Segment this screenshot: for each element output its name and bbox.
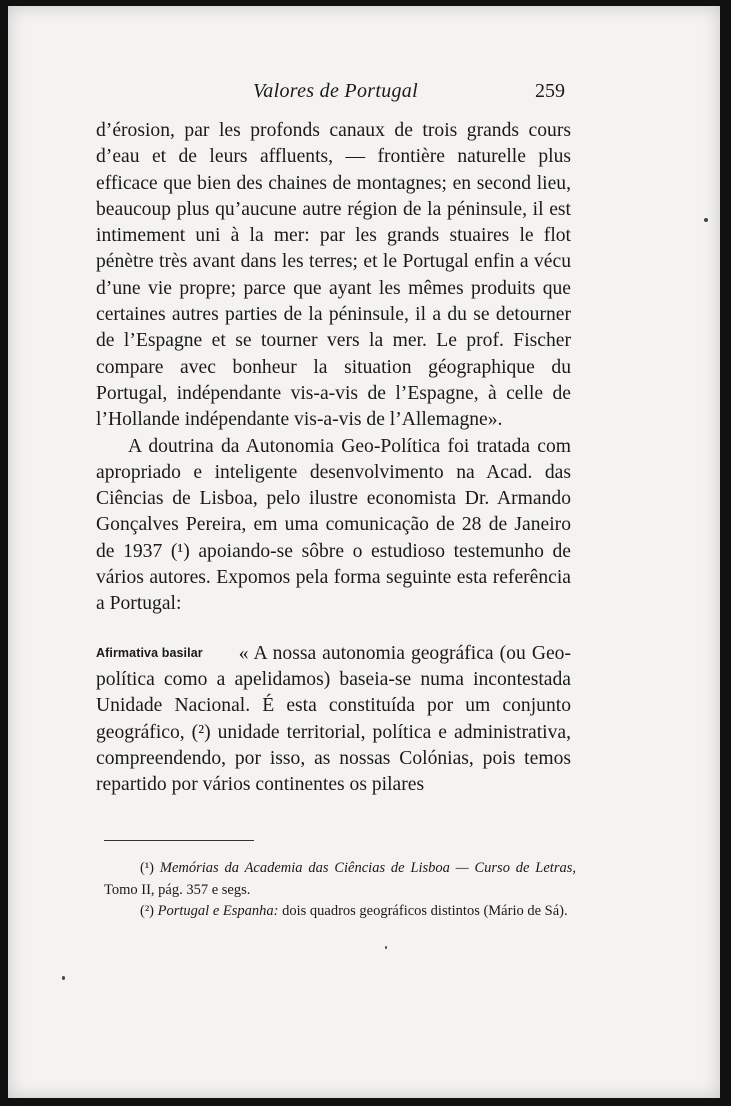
footnote-2-mark: (²) — [140, 903, 155, 919]
footnote-1-title: Memórias da Academia das Ciências de Lisboa — Curso de Letras, — [159, 860, 576, 876]
book-page — [8, 6, 720, 1098]
footnotes — [104, 858, 576, 923]
paragraph-1: d’érosion, par les profonds canaux de trois grands cours d’eau et de leurs affluents, — frontière naturelle plus efficace que bien des chaines de montagnes; en second lieu, beaucoup plus qu’aucune autre région de la péninsule, il est intimement uni à la mer: par les grands stuaires le flot pénètre très avant dans les terres; et le Portugal enfin a vécu d’une vie propre; parce que ayant les mêmes produits que certaines autres parties de la péninsule, il a du se detourner de l’Espagne et se tourner vers la mer. Le prof. Fischer compare avec bonheur la situation géographique du Portugal, indépendante vis-a-vis de l’Espagne, à celle de l’Hollande indépendante vis-a-vis de l’Allemagne». — [96, 120, 571, 431]
body-text — [96, 118, 571, 798]
paragraph-3-block — [96, 640, 571, 799]
footnote-rule — [104, 840, 254, 841]
side-label: Afirmativa basilar — [96, 645, 203, 660]
page-header — [8, 76, 720, 106]
paragraph-3: « A nossa autonomia geográfica (ou Geo-política como a apelidamos) baseia-se numa incontestada Unidade Nacional. É esta constituída por um conjunto geográfico, (²) unidade territorial, política e administrativa, compreendendo, por isso, as nossas Colónias, pois temos repartido por vários continentes os pilares — [96, 642, 571, 796]
footnote-1-ref: Tomo II, pág. 357 e segs. — [104, 881, 251, 898]
scan-speck — [385, 946, 387, 949]
page-number: 259 — [535, 80, 565, 102]
footnote-2-title: Portugal e Espanha: — [157, 903, 279, 919]
footnote-1-mark: (¹) — [140, 860, 155, 876]
scan-speck — [704, 218, 708, 222]
running-title: Valores de Portugal — [253, 80, 418, 102]
footnote-2 — [104, 901, 576, 923]
footnote-1 — [104, 858, 576, 901]
paragraph-2: A doutrina da Autonomia Geo-Política foi tratada com apropriado e inteligente desenvolvimento na Acad. das Ciências de Lisboa, pelo ilustre economista Dr. Armando Gonçalves Pereira, em uma comunicação de 28 de Janeiro de 1937 (¹) apoiando-se sôbre o estudioso testemunho de vários autores. Expomos pela forma seguinte esta referência a Portugal: — [96, 435, 571, 615]
footnote-2-text: dois quadros geográficos distintos (Mário de Sá). — [282, 903, 568, 919]
scan-speck — [62, 976, 65, 980]
